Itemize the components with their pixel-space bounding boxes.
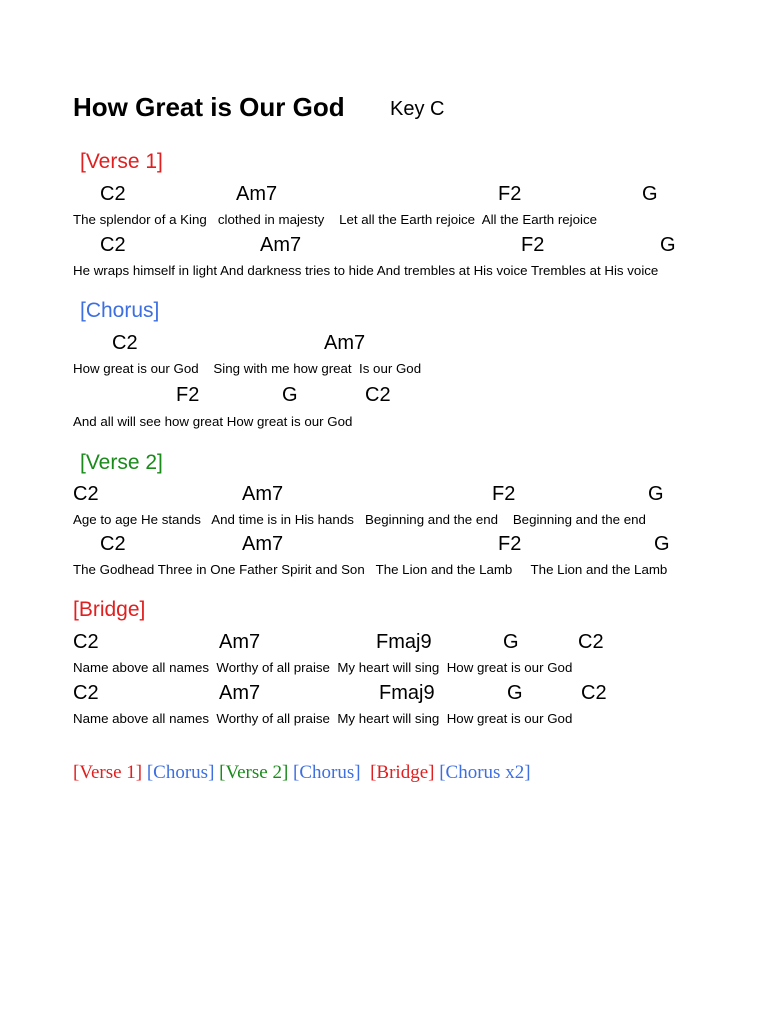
chord: G	[503, 631, 519, 653]
order-item: [Bridge]	[370, 762, 435, 783]
lyric-line: Name above all names Worthy of all praise My heart will sing How great is our God	[73, 711, 573, 726]
chord: G	[648, 483, 664, 505]
chord: F2	[498, 183, 522, 205]
chord: Am7	[260, 234, 302, 256]
chord: Am7	[242, 533, 284, 555]
chord: F2	[492, 483, 516, 505]
chord: C2	[100, 533, 126, 555]
lyric-line: Age to age He stands And time is in His hands Beginning and the end Beginning and the end	[73, 512, 646, 527]
lyric-line: The splendor of a King clothed in majesty Let all the Earth rejoice All the Earth rejoice	[73, 212, 598, 227]
chord: F2	[176, 384, 200, 406]
order-item: [Verse 1]	[73, 762, 143, 783]
chord: C2	[112, 332, 138, 354]
song-order	[73, 762, 531, 784]
lyric-line: The Godhead Three in One Father Spirit and Son The Lion and the Lamb The Lion and the Lamb	[73, 562, 668, 577]
lyric-line: How great is our God Sing with me how great Is our God	[73, 361, 422, 376]
verse2-heading: [Verse 2]	[80, 451, 163, 474]
chord: Am7	[219, 631, 261, 653]
order-item: [Chorus]	[146, 762, 215, 783]
chord: G	[507, 682, 523, 704]
chord: C2	[100, 234, 126, 256]
chorus-heading: [Chorus]	[80, 299, 160, 322]
chord: Fmaj9	[376, 631, 432, 653]
chord: F2	[521, 234, 545, 256]
chord: C2	[73, 631, 99, 653]
chord: G	[654, 533, 670, 555]
order-item: [Chorus]	[293, 762, 361, 783]
chord: Am7	[219, 682, 261, 704]
order-item: [Verse 2]	[219, 762, 289, 783]
lyric-line: And all will see how great How great is our God	[73, 414, 353, 429]
lyric-line: Name above all names Worthy of all praise My heart will sing How great is our God	[73, 660, 573, 675]
chord: Am7	[242, 483, 284, 505]
song-title: How Great is Our God	[73, 92, 345, 122]
chord: C2	[100, 183, 126, 205]
chord: G	[642, 183, 658, 205]
chord: C2	[73, 682, 99, 704]
song-key: Key C	[390, 98, 445, 120]
chord: Am7	[236, 183, 278, 205]
chord: F2	[498, 533, 522, 555]
lyric-line: He wraps himself in light And darkness tries to hide And trembles at His voice Trembles at His voice	[73, 263, 659, 278]
chord: C2	[578, 631, 604, 653]
chord: G	[282, 384, 298, 406]
verse1-heading: [Verse 1]	[80, 150, 163, 173]
chord: C2	[73, 483, 99, 505]
chord: G	[660, 234, 676, 256]
chord: Fmaj9	[379, 682, 435, 704]
chord: Am7	[324, 332, 366, 354]
bridge-heading: [Bridge]	[73, 598, 146, 621]
chord: C2	[581, 682, 607, 704]
chord: C2	[365, 384, 391, 406]
order-item: [Chorus x2]	[439, 762, 531, 783]
